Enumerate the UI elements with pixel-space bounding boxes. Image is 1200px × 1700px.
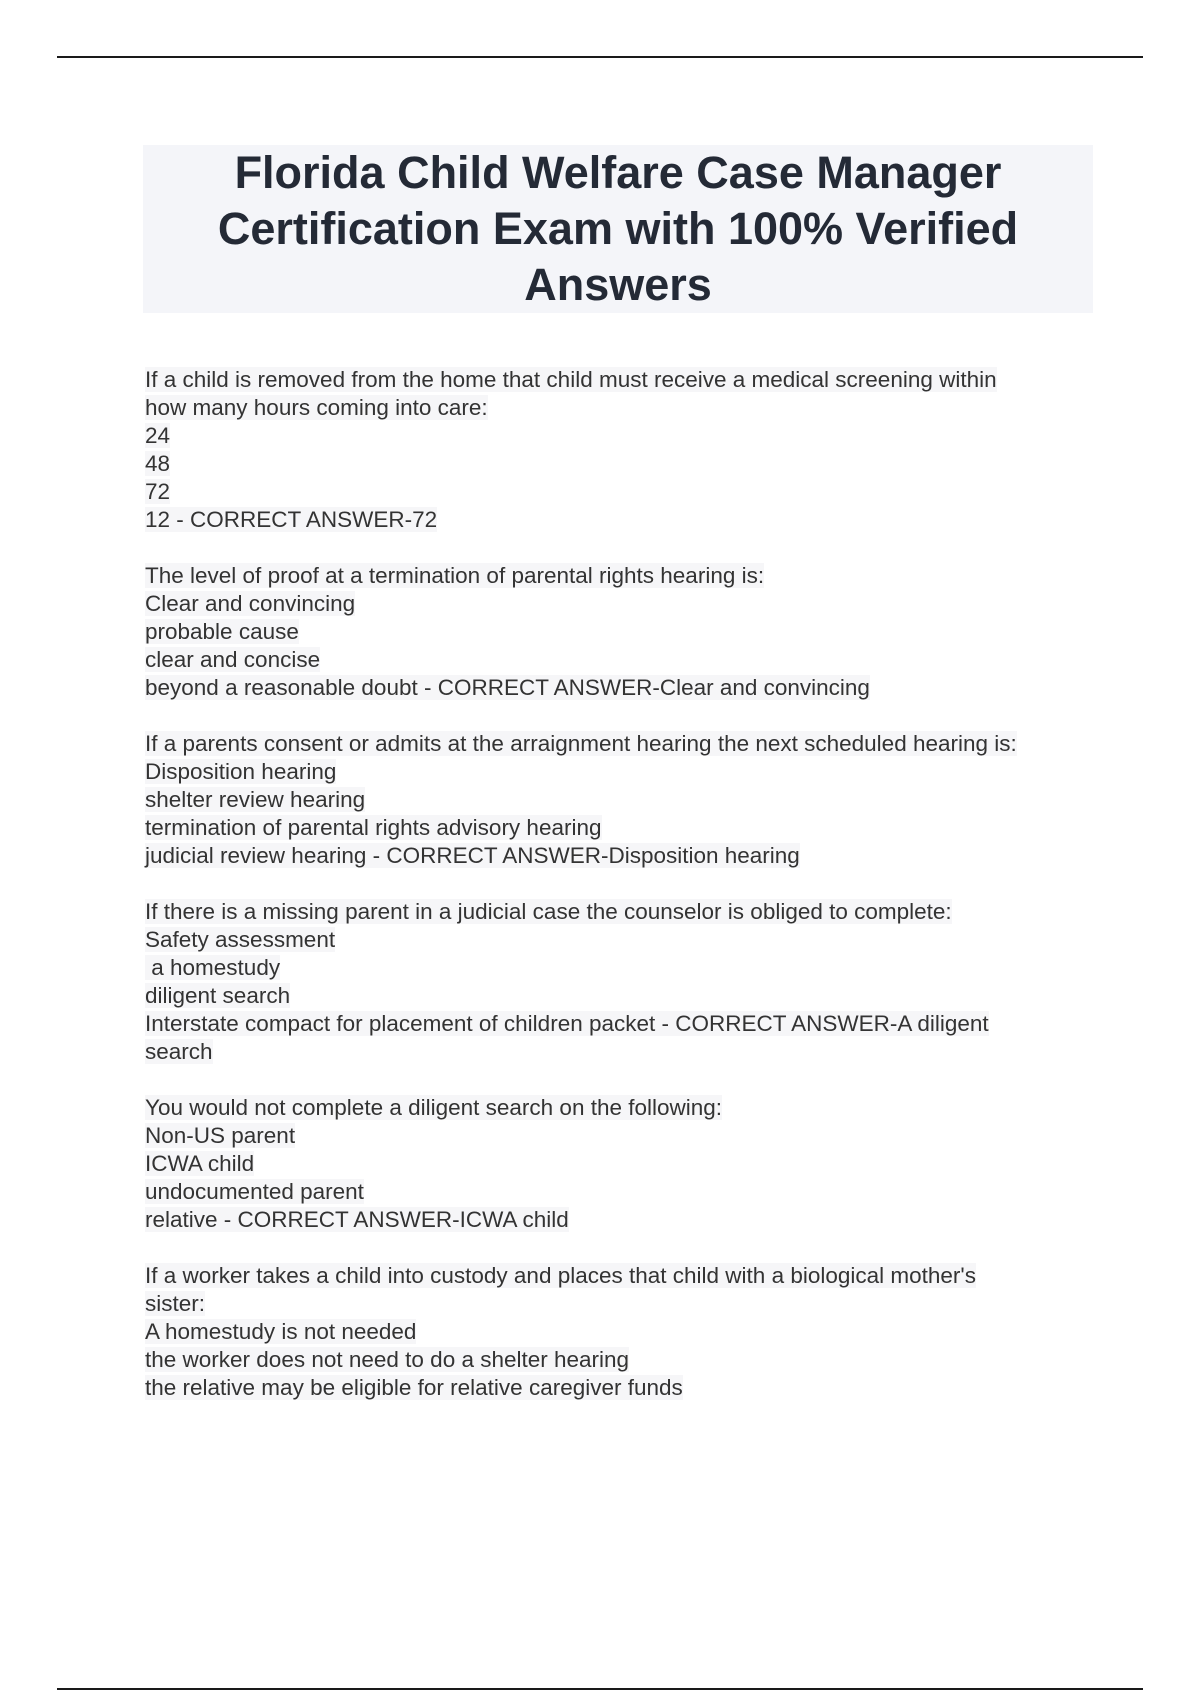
answer-option: Safety assessment xyxy=(145,927,336,952)
answer-option: Disposition hearing xyxy=(145,759,337,784)
answer-option: diligent search xyxy=(145,983,291,1008)
question-block xyxy=(145,562,1095,702)
answer-option: Clear and convincing xyxy=(145,591,356,616)
question-line: If a child is removed from the home that child must receive a medical screening within xyxy=(145,367,997,392)
question-line: If a worker takes a child into custody and places that child with a biological mother's xyxy=(145,1263,976,1288)
question-line: how many hours coming into care: xyxy=(145,395,488,420)
answer-option: Interstate compact for placement of children packet - CORRECT ANSWER-A diligent xyxy=(145,1011,989,1036)
document-title xyxy=(143,145,1093,313)
answer-option: a homestudy xyxy=(145,955,281,980)
question-block xyxy=(145,1094,1095,1234)
answer-option: 12 - CORRECT ANSWER-72 xyxy=(145,507,438,532)
answer-option: beyond a reasonable doubt - CORRECT ANSWER-Clear and convincing xyxy=(145,675,870,700)
answer-option: 72 xyxy=(145,479,171,504)
question-line: sister: xyxy=(145,1291,206,1316)
answer-option: relative - CORRECT ANSWER-ICWA child xyxy=(145,1207,569,1232)
title-line: Certification Exam with 100% Verified xyxy=(217,203,1019,254)
question-block xyxy=(145,1262,1095,1402)
question-block xyxy=(145,730,1095,870)
question-line: If there is a missing parent in a judicial case the counselor is obliged to complete: xyxy=(145,899,952,924)
question-line: You would not complete a diligent search on the following: xyxy=(145,1095,723,1120)
title-line: Answers xyxy=(524,259,712,310)
question-block xyxy=(145,366,1095,534)
answer-option: shelter review hearing xyxy=(145,787,366,812)
title-line: Florida Child Welfare Case Manager xyxy=(234,147,1002,198)
question-line: The level of proof at a termination of parental rights hearing is: xyxy=(145,563,765,588)
answer-option: the relative may be eligible for relative caregiver funds xyxy=(145,1375,683,1400)
answer-option: 24 xyxy=(145,423,171,448)
answer-option: clear and concise xyxy=(145,647,321,672)
bottom-rule xyxy=(57,1688,1143,1690)
answer-option: judicial review hearing - CORRECT ANSWER-Disposition hearing xyxy=(145,843,800,868)
top-rule xyxy=(57,56,1143,58)
answer-option: Non-US parent xyxy=(145,1123,296,1148)
question-line: If a parents consent or admits at the arraignment hearing the next scheduled hearing is: xyxy=(145,731,1017,756)
answer-option: termination of parental rights advisory hearing xyxy=(145,815,602,840)
answer-option: A homestudy is not needed xyxy=(145,1319,417,1344)
answer-option: ICWA child xyxy=(145,1151,255,1176)
answer-option: 48 xyxy=(145,451,171,476)
answer-option: the worker does not need to do a shelter hearing xyxy=(145,1347,630,1372)
question-block xyxy=(145,898,1095,1066)
answer-option: probable cause xyxy=(145,619,299,644)
answer-option: undocumented parent xyxy=(145,1179,364,1204)
question-list xyxy=(145,366,1095,1430)
answer-option: search xyxy=(145,1039,213,1064)
